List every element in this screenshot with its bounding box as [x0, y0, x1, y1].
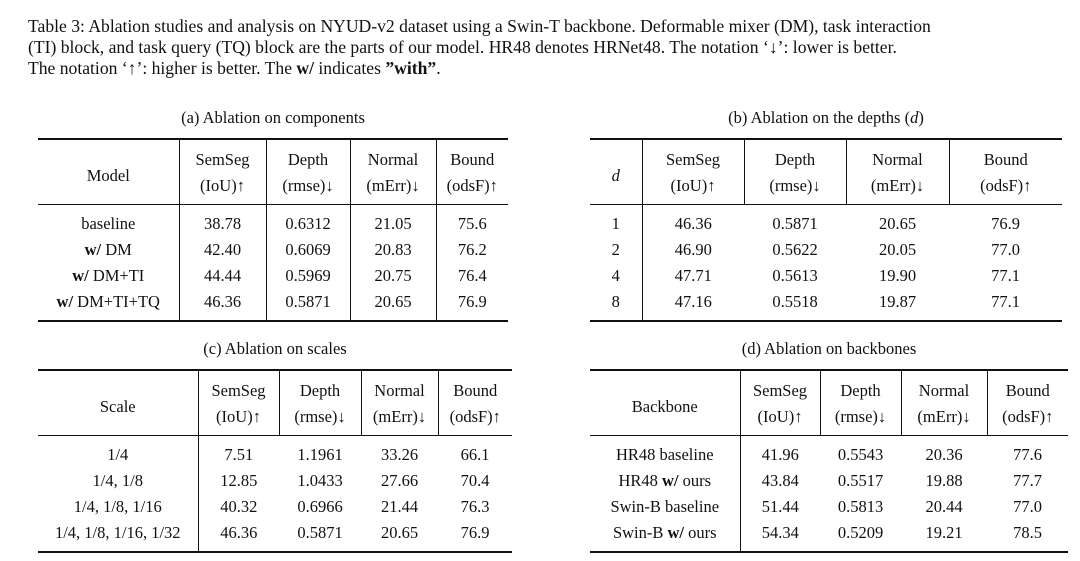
cell: 46.36	[198, 520, 279, 552]
cell: 46.36	[179, 289, 266, 321]
cell: 0.6069	[266, 237, 350, 263]
cell: 77.1	[991, 292, 1020, 311]
cell: 20.65	[878, 214, 917, 233]
header-bound-unit: (odsF)↑	[436, 173, 508, 205]
cell: 51.44	[740, 494, 820, 520]
table-c-block	[38, 337, 512, 553]
table-d-row-header: Backbone	[590, 370, 740, 436]
caption-bold-with-abbrev: w/	[296, 58, 314, 78]
cell: 0.5613	[772, 266, 818, 285]
row-label: w/ DM+TI	[72, 266, 145, 285]
table-row	[590, 263, 1062, 289]
table-row	[590, 520, 1068, 552]
cell: 19.21	[925, 523, 963, 542]
cell: 54.34	[740, 520, 820, 552]
cell: 0.5209	[837, 523, 884, 542]
header-normal: Normal	[846, 139, 949, 173]
cell: 0.5517	[837, 471, 884, 490]
caption-line-3	[28, 58, 1068, 79]
caption-text: The notation ‘↑’: higher is better. The	[28, 58, 297, 78]
cell: 76.4	[436, 263, 508, 289]
header-depth-unit: (rmse)↓	[266, 173, 350, 205]
row-label: HR48 w/ ours	[618, 471, 712, 490]
header-normal-unit: (mErr)↓	[846, 173, 949, 205]
header-normal-unit: (mErr)↓	[361, 404, 438, 436]
cell: 0.5871	[266, 289, 350, 321]
header-semseg: SemSeg	[642, 139, 744, 173]
cell: 46.90	[642, 237, 744, 263]
cell: 20.36	[925, 445, 963, 464]
table-a-title: (a) Ablation on components	[181, 108, 365, 127]
table-b-title	[590, 106, 1062, 130]
table-b-title-var: d	[910, 108, 919, 127]
cell: 0.5543	[837, 445, 884, 464]
cell: 12.85	[198, 468, 279, 494]
table-b	[590, 138, 1062, 322]
row-label: 1	[611, 214, 620, 233]
cell: 76.2	[436, 237, 508, 263]
cell: 66.1	[460, 445, 490, 464]
row-label: 1/4, 1/8, 1/16, 1/32	[54, 523, 181, 542]
header-semseg: SemSeg	[740, 370, 820, 404]
cell: 76.9	[436, 289, 508, 321]
table-d-block	[590, 337, 1068, 553]
header-semseg-unit: (IoU)↑	[642, 173, 744, 205]
table-row	[590, 205, 1062, 238]
header-depth: Depth	[279, 370, 361, 404]
table-row	[38, 468, 512, 494]
header-semseg-unit: (IoU)↑	[198, 404, 279, 436]
table-a-block	[38, 106, 508, 322]
table-d	[590, 369, 1068, 553]
table-row	[38, 520, 512, 552]
cell: 19.88	[925, 471, 963, 490]
header-normal: Normal	[901, 370, 987, 404]
table-row	[590, 237, 1062, 263]
cell: 0.5518	[772, 292, 818, 311]
row-label: 8	[611, 292, 620, 311]
cell: 77.6	[1013, 445, 1042, 464]
table-row	[38, 436, 512, 469]
cell: 77.1	[991, 266, 1020, 285]
cell: 0.5969	[266, 263, 350, 289]
table-c-row-header: Scale	[38, 370, 198, 436]
header-normal: Normal	[361, 370, 438, 404]
table-row	[590, 494, 1068, 520]
cell: 1.1961	[297, 445, 343, 464]
table-row	[38, 237, 508, 263]
table-d-title: (d) Ablation on backbones	[741, 339, 917, 358]
cell: 20.44	[925, 497, 963, 516]
header-semseg-unit: (IoU)↑	[179, 173, 266, 205]
cell: 44.44	[179, 263, 266, 289]
header-bound-unit: (odsF)↑	[987, 404, 1068, 436]
table-b-title-text: )	[918, 108, 924, 127]
cell: 27.66	[380, 471, 419, 490]
table-caption	[28, 16, 1068, 79]
table-b-block	[590, 106, 1062, 322]
cell: 42.40	[179, 237, 266, 263]
cell: 76.3	[460, 497, 490, 516]
row-label: 4	[611, 266, 620, 285]
header-depth-unit: (rmse)↓	[279, 404, 361, 436]
cell: 46.36	[642, 205, 744, 238]
caption-line-2: (TI) block, and task query (TQ) block are the parts of our model. HR48 denotes HRNet48. The notation ‘↓’: lower is better.	[28, 37, 897, 57]
cell: 1.0433	[297, 471, 343, 490]
header-semseg: SemSeg	[179, 139, 266, 173]
header-bound: Bound	[436, 139, 508, 173]
header-bound-unit: (odsF)↑	[438, 404, 512, 436]
table-row	[590, 436, 1068, 469]
header-depth: Depth	[744, 139, 846, 173]
cell: 43.84	[740, 468, 820, 494]
table-b-title-text: (b) Ablation on the depths (	[728, 108, 911, 127]
caption-text: .	[436, 58, 441, 78]
cell: 19.87	[878, 292, 917, 311]
cell: 21.05	[350, 205, 436, 238]
cell: 77.0	[1013, 497, 1042, 516]
caption-text: indicates	[314, 58, 386, 78]
table-row	[590, 289, 1062, 321]
row-label: Swin-B w/ ours	[612, 523, 717, 542]
cell: 0.5871	[297, 523, 343, 542]
cell: 38.78	[179, 205, 266, 238]
caption-bold-with: ”with”	[385, 58, 437, 78]
header-bound: Bound	[949, 139, 1062, 173]
row-label: w/ DM	[84, 240, 132, 259]
cell: 0.5871	[772, 214, 818, 233]
cell: 70.4	[460, 471, 490, 490]
cell: 47.16	[642, 289, 744, 321]
header-normal: Normal	[350, 139, 436, 173]
table-row	[38, 494, 512, 520]
cell: 20.65	[350, 289, 436, 321]
row-label: baseline	[81, 214, 136, 233]
header-bound: Bound	[438, 370, 512, 404]
row-label: 1/4	[107, 445, 129, 464]
cell: 76.9	[991, 214, 1020, 233]
cell: 41.96	[740, 436, 820, 469]
cell: 20.65	[380, 523, 419, 542]
cell: 20.75	[350, 263, 436, 289]
table-b-row-header: d	[590, 139, 642, 205]
row-label: 1/4, 1/8, 1/16	[73, 497, 162, 516]
caption-line-1: Table 3: Ablation studies and analysis on NYUD-v2 dataset using a Swin-T backbone. Deformable mixer (DM), task interaction	[28, 16, 931, 36]
row-label: w/ DM+TI+TQ	[56, 292, 160, 311]
cell: 7.51	[198, 436, 279, 469]
table-c-title: (c) Ablation on scales	[203, 339, 347, 358]
cell: 33.26	[380, 445, 419, 464]
table-a	[38, 138, 508, 322]
cell: 76.9	[460, 523, 490, 542]
table-row	[38, 289, 508, 321]
table-row	[590, 468, 1068, 494]
header-bound-unit: (odsF)↑	[949, 173, 1062, 205]
cell: 40.32	[198, 494, 279, 520]
row-label: HR48 baseline	[615, 445, 714, 464]
cell: 77.0	[991, 240, 1020, 259]
cell: 75.6	[436, 205, 508, 238]
header-semseg-unit: (IoU)↑	[740, 404, 820, 436]
table-c	[38, 369, 512, 553]
table-a-row-header: Model	[38, 139, 179, 205]
row-label: Swin-B baseline	[610, 497, 720, 516]
header-normal-unit: (mErr)↓	[901, 404, 987, 436]
header-depth: Depth	[266, 139, 350, 173]
header-depth-unit: (rmse)↓	[820, 404, 901, 436]
cell: 20.83	[350, 237, 436, 263]
cell: 20.05	[878, 240, 917, 259]
row-label: 1/4, 1/8	[92, 471, 143, 490]
header-normal-unit: (mErr)↓	[350, 173, 436, 205]
header-bound: Bound	[987, 370, 1068, 404]
cell: 19.90	[878, 266, 917, 285]
cell: 21.44	[380, 497, 419, 516]
header-depth-unit: (rmse)↓	[744, 173, 846, 205]
header-depth: Depth	[820, 370, 901, 404]
cell: 0.5813	[837, 497, 884, 516]
cell: 0.6966	[297, 497, 343, 516]
cell: 78.5	[1013, 523, 1042, 542]
header-semseg: SemSeg	[198, 370, 279, 404]
cell: 77.7	[1013, 471, 1042, 490]
table-row	[38, 205, 508, 238]
row-label: 2	[611, 240, 620, 259]
cell: 47.71	[642, 263, 744, 289]
cell: 0.6312	[266, 205, 350, 238]
cell: 0.5622	[772, 240, 818, 259]
table-row	[38, 263, 508, 289]
